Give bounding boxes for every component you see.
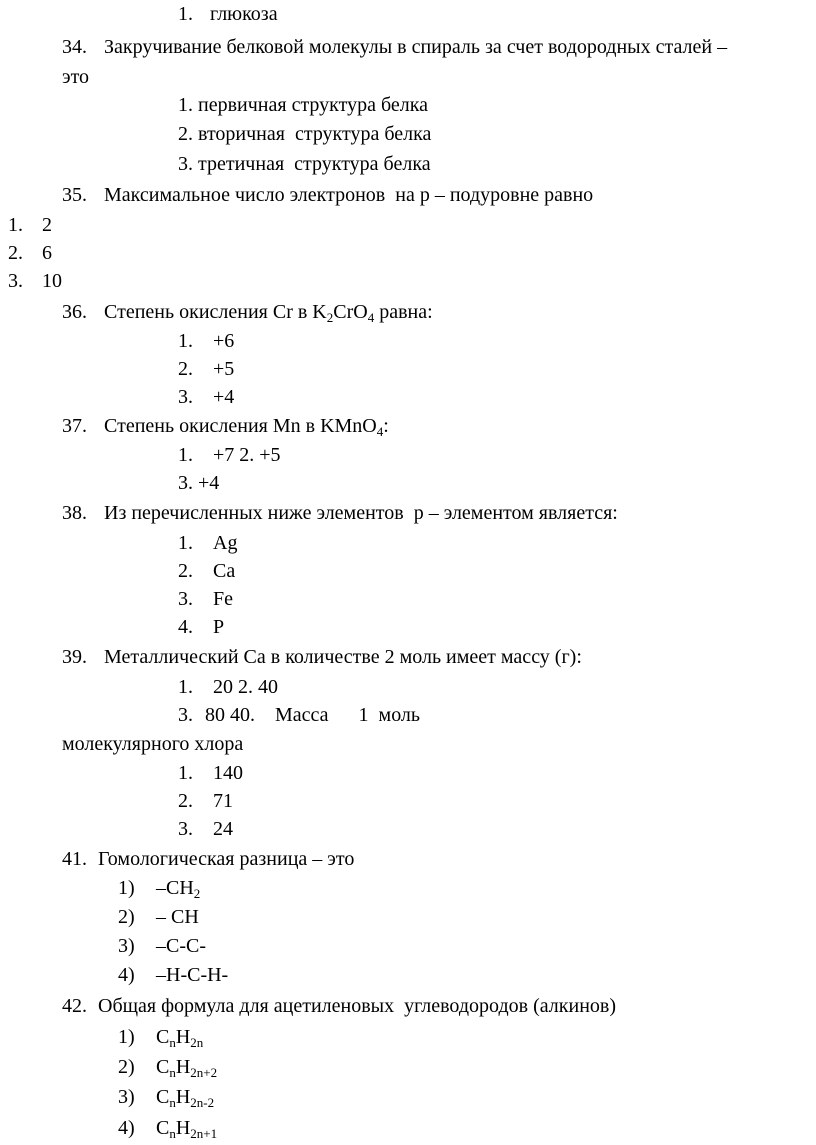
question-text: Общая формула для ацетиленовых углеводородов (алкинов) (98, 995, 616, 1017)
question-text: Из перечисленных ниже элементов р – элементом является: (104, 502, 618, 524)
question-34 (62, 35, 727, 59)
question-39 (62, 645, 582, 669)
subscript: 4 (376, 424, 384, 439)
option (178, 152, 431, 176)
formula: H (175, 1026, 191, 1048)
question-42 (62, 994, 616, 1018)
option-text: Ca (213, 560, 236, 582)
option-number: 4. (178, 616, 193, 638)
subscript: 2n+2 (190, 1065, 218, 1080)
option-text: 3. +4 (178, 472, 220, 494)
subscript: n (169, 1126, 176, 1141)
subscript: 2n (190, 1035, 204, 1050)
option-number: 2) (118, 1056, 135, 1078)
question-number: 41. (62, 848, 87, 870)
option-text: +6 (213, 330, 235, 352)
option (178, 703, 420, 727)
option-number: 1) (118, 877, 135, 899)
option (178, 559, 235, 583)
option-text: 10 (42, 270, 62, 292)
option-text: первичная структура белка (198, 94, 429, 116)
option-number: 2. (178, 358, 193, 380)
formula: H (175, 1086, 191, 1108)
question-text: CrO (333, 301, 368, 323)
question-text: Максимальное число электронов на р – подуровне равно (104, 184, 594, 206)
subscript: 2n+1 (190, 1126, 218, 1141)
question-37 (62, 414, 389, 438)
option-text: 71 (213, 790, 233, 812)
option-number: 3. (178, 153, 193, 175)
option-number: 3. (178, 704, 193, 726)
question-35 (62, 183, 593, 207)
subscript: n (169, 1035, 176, 1050)
option (118, 963, 228, 987)
option-number: 4) (118, 1117, 135, 1139)
option-number: 3) (118, 935, 135, 957)
option-number: 2. (178, 790, 193, 812)
option (178, 587, 233, 611)
option-number: 1. (178, 532, 193, 554)
option-number: 2. (178, 560, 193, 582)
option-number: 1. (178, 3, 193, 25)
question-text: Металлический Са в количестве 2 моль имеет массу (г): (104, 646, 582, 668)
option (178, 471, 219, 495)
option-number: 1. (178, 676, 193, 698)
option-text: Fe (213, 588, 233, 610)
option (8, 241, 52, 265)
subscript: 2n-2 (190, 1095, 215, 1110)
option (8, 213, 52, 237)
option (178, 443, 281, 467)
option (118, 1085, 214, 1109)
option (118, 1055, 217, 1079)
option-text: – CH (156, 906, 199, 928)
option-text: 24 (213, 818, 233, 840)
option (178, 93, 428, 117)
option-text: 20 2. 40 (213, 676, 278, 698)
option-number: 3. (178, 386, 193, 408)
option-text: –CH (156, 877, 194, 899)
option-text: +4 (213, 386, 235, 408)
option (178, 789, 233, 813)
option-text: 2 (42, 214, 52, 236)
option (178, 615, 224, 639)
formula: C (156, 1086, 170, 1108)
option-text: +5 (213, 358, 235, 380)
option (178, 675, 278, 699)
question-number: 39. (62, 646, 87, 668)
question-continuation: молекулярного хлора (62, 733, 244, 755)
option-text: вторичная структура белка (198, 123, 432, 145)
option (178, 122, 431, 146)
option-number: 1) (118, 1026, 135, 1048)
option (178, 2, 278, 26)
subscript: 2 (326, 310, 334, 325)
subscript: 4 (367, 310, 375, 325)
option-text: P (213, 616, 225, 638)
question-number: 37. (62, 415, 87, 437)
formula: C (156, 1117, 170, 1139)
option-number: 4) (118, 964, 135, 986)
option-number: 1. (178, 444, 193, 466)
option-number: 3) (118, 1086, 135, 1108)
option-text: Ag (213, 532, 238, 554)
question-continuation: это (62, 66, 90, 88)
option (8, 269, 62, 293)
option (178, 385, 234, 409)
option-number: 3. (8, 270, 23, 292)
option (118, 876, 200, 900)
subscript: n (169, 1065, 176, 1080)
question-number: 38. (62, 502, 87, 524)
option-number: 2) (118, 906, 135, 928)
formula: C (156, 1026, 170, 1048)
question-text: Степень окисления Cr в K (104, 301, 327, 323)
question-text: Закручивание белковой молекулы в спираль за счет водородных сталей – (104, 36, 728, 58)
question-41 (62, 847, 354, 871)
option (178, 357, 234, 381)
option-text: +7 2. +5 (213, 444, 281, 466)
option-text: –C-C- (156, 935, 206, 957)
option-number: 3. (178, 588, 193, 610)
option (178, 329, 234, 353)
option-text: 6 (42, 242, 52, 264)
question-number: 42. (62, 995, 87, 1017)
option (178, 531, 237, 555)
option-text: –H-C-H- (156, 964, 229, 986)
question-38 (62, 501, 618, 525)
formula: H (175, 1056, 191, 1078)
question-text: : (383, 415, 389, 437)
option-number: 1. (178, 94, 193, 116)
question-number: 35. (62, 184, 87, 206)
option (118, 1116, 217, 1140)
option-number: 1. (178, 330, 193, 352)
option (178, 817, 233, 841)
option-number: 1. (178, 762, 193, 784)
option (118, 934, 206, 958)
question-text: равна: (374, 301, 433, 323)
option-text: 140 (213, 762, 243, 784)
subscript: n (169, 1095, 176, 1110)
option (178, 761, 243, 785)
option (118, 1025, 203, 1049)
question-number: 34. (62, 36, 87, 58)
option-text: глюкоза (210, 3, 278, 25)
option-number: 3. (178, 818, 193, 840)
option-number: 1. (8, 214, 23, 236)
option-text: 80 40. Масса 1 моль (205, 704, 421, 726)
subscript: 2 (193, 886, 201, 901)
question-36 (62, 300, 433, 324)
option-text: третичная структура белка (198, 153, 431, 175)
option-number: 2. (8, 242, 23, 264)
option-number: 2. (178, 123, 193, 145)
question-text: Степень окисления Mn в KMnO (104, 415, 377, 437)
question-text: Гомологическая разница – это (98, 848, 355, 870)
formula: C (156, 1056, 170, 1078)
option (118, 905, 199, 929)
question-number: 36. (62, 301, 87, 323)
formula: H (175, 1117, 191, 1139)
